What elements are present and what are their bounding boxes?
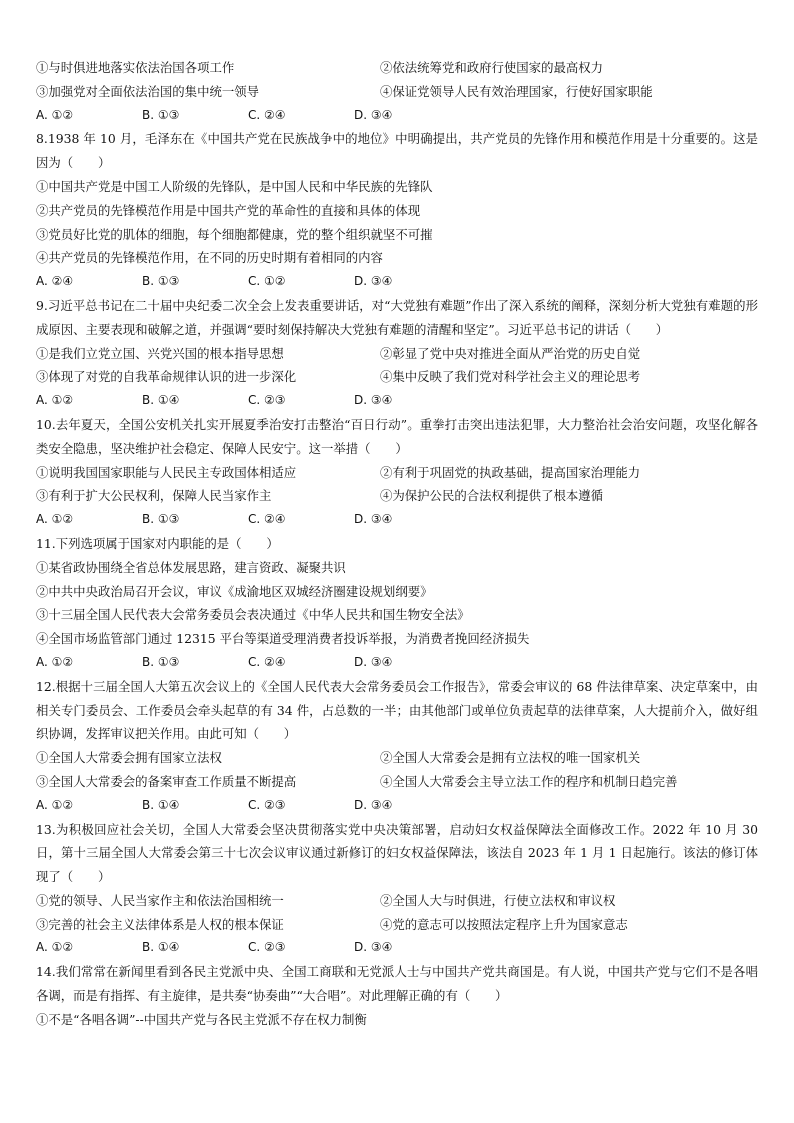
q12-answer-b: B. ①④ <box>142 797 180 812</box>
q8-answer-d: D. ③④ <box>354 274 393 289</box>
q10-option-4: ④为保护公民的合法权利提供了根本遵循 <box>380 488 604 504</box>
q10-option-row-2 <box>36 484 758 508</box>
q7-option-1: ①与时俱进地落实依法治国各项工作 <box>36 60 235 75</box>
q12-answer-d: D. ③④ <box>354 797 393 812</box>
q13-stem: 13.为积极回应社会关切，全国人大常委会坚决贯彻落实党中央决策部署，启动妇女权益保障法全面修改工作。2022 年 10 月 30 日，第十三届全国人大常委会第三十七次会议审议通过新修订的妇女权益保障法，该法自 2023 年 1 月 1 日起施行。该法的修订体现了（ ） <box>36 821 758 885</box>
q9-answers <box>36 389 758 413</box>
q7-answer-d: D. ③④ <box>354 107 393 122</box>
q13-answer-b: B. ①④ <box>142 940 180 955</box>
q14-option-1: ①不是“各唱各调”--中国共产党与各民主党派不存在权力制衡 <box>36 1011 367 1027</box>
q9-option-row-2 <box>36 365 758 389</box>
q9-option-row-1 <box>36 342 758 366</box>
q11-answer-b: B. ①③ <box>142 654 180 669</box>
q9-answer-d: D. ③④ <box>354 393 393 408</box>
q10-option-1: ①说明我国国家职能与人民民主专政国体相适应 <box>36 464 297 480</box>
q11-answer-a: A. ①② <box>36 654 74 669</box>
q13-answer-d: D. ③④ <box>354 940 393 955</box>
q10-option-3: ③有利于扩大公民权利，保障人民当家作主 <box>36 488 272 504</box>
q11-stem: 11.下列选项属于国家对内职能的是（ ） <box>36 535 279 551</box>
q13-answers <box>36 936 758 960</box>
q8-answer-a: A. ②④ <box>36 274 74 289</box>
q8-option-4: ④共产党员的先锋模范作用，在不同的历史时期有着相同的内容 <box>36 250 383 266</box>
q10-stem: 10.去年夏天，全国公安机关扎实开展夏季治安打击整治“百日行动”。重拳打击突出违法犯罪，大力整治社会治安问题，攻坚化解各类安全隐患，坚决维护社会稳定、保障人民安宁。这一举措（ ） <box>36 416 758 456</box>
q12-option-row-1 <box>36 746 758 770</box>
q10-answer-d: D. ③④ <box>354 512 393 527</box>
q12-option-2: ②全国人大常委会是拥有立法权的唯一国家机关 <box>380 750 641 766</box>
q8-option-3: ③党员好比党的肌体的细胞，每个细胞都健康，党的整个组织就坚不可摧 <box>36 226 433 242</box>
q7-answer-b: B. ①③ <box>142 107 180 122</box>
q8-option-2: ②共产党员的先锋模范作用是中国共产党的革命性的直接和具体的体现 <box>36 202 421 218</box>
q9-answer-b: B. ①④ <box>142 393 180 408</box>
q13-option-1: ①党的领导、人民当家作主和依法治国相统一 <box>36 892 284 908</box>
q12-answers <box>36 794 758 818</box>
q7-answer-a: A. ①② <box>36 107 74 122</box>
q7-option-row-1 <box>36 56 758 80</box>
q11-option-1: ①某省政协围绕全省总体发展思路，建言资政、凝聚共识 <box>36 559 346 575</box>
q7-option-row-2 <box>36 80 758 104</box>
exam-page <box>36 56 758 1032</box>
q10-option-2: ②有利于巩固党的执政基础，提高国家治理能力 <box>380 464 641 480</box>
q10-answer-a: A. ①② <box>36 512 74 527</box>
q12-answer-a: A. ①② <box>36 797 74 812</box>
q8-stem: 8.1938 年 10 月，毛泽东在《中国共产党在民族战争中的地位》中明确提出，共产党员的先锋作用和模范作用是十分重要的。这是因为（ ） <box>36 131 758 171</box>
q12-option-1: ①全国人大常委会拥有国家立法权 <box>36 750 222 766</box>
q9-option-1: ①是我们立党立国、兴党兴国的根本指导思想 <box>36 345 284 361</box>
q8-answers <box>36 270 758 294</box>
q11-option-3: ③十三届全国人民代表大会常务委员会表决通过《中华人民共和国生物安全法》 <box>36 607 470 623</box>
q13-option-row-2 <box>36 913 758 937</box>
q10-answer-c: C. ②④ <box>248 512 286 527</box>
q9-stem: 9.习近平总书记在二十届中央纪委二次全会上发表重要讲话，对“大党独有难题”作出了深入系统的阐释，深刻分析大党独有难题的形成原因、主要表现和破解之道，并强调“要时刻保持解决大党独有难题的清醒和坚定”。习近平总书记的讲话（ ） <box>36 297 758 337</box>
q11-answer-d: D. ③④ <box>354 654 393 669</box>
q11-option-4: ④全国市场监管部门通过 12315 平台等渠道受理消费者投诉举报，为消费者挽回经济损失 <box>36 631 530 647</box>
q11-option-2: ②中共中央政治局召开会议，审议《成渝地区双城经济圈建设规划纲要》 <box>36 583 433 599</box>
q12-option-3: ③全国人大常委会的备案审查工作质量不断提高 <box>36 773 297 789</box>
q10-answers <box>36 508 758 532</box>
q7-option-2: ②依法统筹党和政府行使国家的最高权力 <box>380 60 604 75</box>
q7-answers <box>36 104 758 128</box>
q8-option-1: ①中国共产党是中国工人阶级的先锋队，是中国人民和中华民族的先锋队 <box>36 178 433 194</box>
q12-stem: 12.根据十三届全国人大第五次会议上的《全国人民代表大会常务委员会工作报告》，常委会审议的 68 件法律草案、决定草案中，由相关专门委员会、工作委员会牵头起草的有 34 件，占总数的一半；由其他部门或单位负责起草的法律草案，人大提前介入，做好组织协调，发挥审议把关作用。由此可知（ ） <box>36 678 758 742</box>
q7-option-4: ④保证党领导人民有效治理国家，行使好国家职能 <box>380 83 653 99</box>
q7-answer-c: C. ②④ <box>248 107 286 122</box>
q13-option-3: ③完善的社会主义法律体系是人权的根本保证 <box>36 916 284 932</box>
q8-answer-b: B. ①③ <box>142 274 180 289</box>
q12-answer-c: C. ②③ <box>248 797 286 812</box>
q13-answer-a: A. ①② <box>36 940 74 955</box>
q7-option-3: ③加强党对全面依法治国的集中统一领导 <box>36 83 260 99</box>
q9-answer-c: C. ②③ <box>248 393 286 408</box>
q12-option-row-2 <box>36 770 758 794</box>
q9-option-4: ④集中反映了我们党对科学社会主义的理论思考 <box>380 369 641 385</box>
q9-option-3: ③体现了对党的自我革命规律认识的进一步深化 <box>36 369 297 385</box>
q11-answers <box>36 651 758 675</box>
q10-answer-b: B. ①③ <box>142 512 180 527</box>
q10-option-row-1 <box>36 461 758 485</box>
q13-option-2: ②全国人大与时俱进，行使立法权和审议权 <box>380 892 616 908</box>
q8-answer-c: C. ①② <box>248 274 286 289</box>
q11-answer-c: C. ②④ <box>248 654 286 669</box>
q13-option-row-1 <box>36 889 758 913</box>
q13-answer-c: C. ②③ <box>248 940 286 955</box>
q13-option-4: ④党的意志可以按照法定程序上升为国家意志 <box>380 916 628 932</box>
q9-option-2: ②彰显了党中央对推进全面从严治党的历史自觉 <box>380 345 641 361</box>
q14-stem: 14.我们常常在新闻里看到各民主党派中央、全国工商联和无党派人士与中国共产党共商国是。有人说，中国共产党与它们不是各唱各调，而是有指挥、有主旋律，是共奏“协奏曲”“大合唱”。对此理解正确的有（ ） <box>36 964 758 1004</box>
q9-answer-a: A. ①② <box>36 393 74 408</box>
q12-option-4: ④全国人大常委会主导立法工作的程序和机制日趋完善 <box>380 773 678 789</box>
